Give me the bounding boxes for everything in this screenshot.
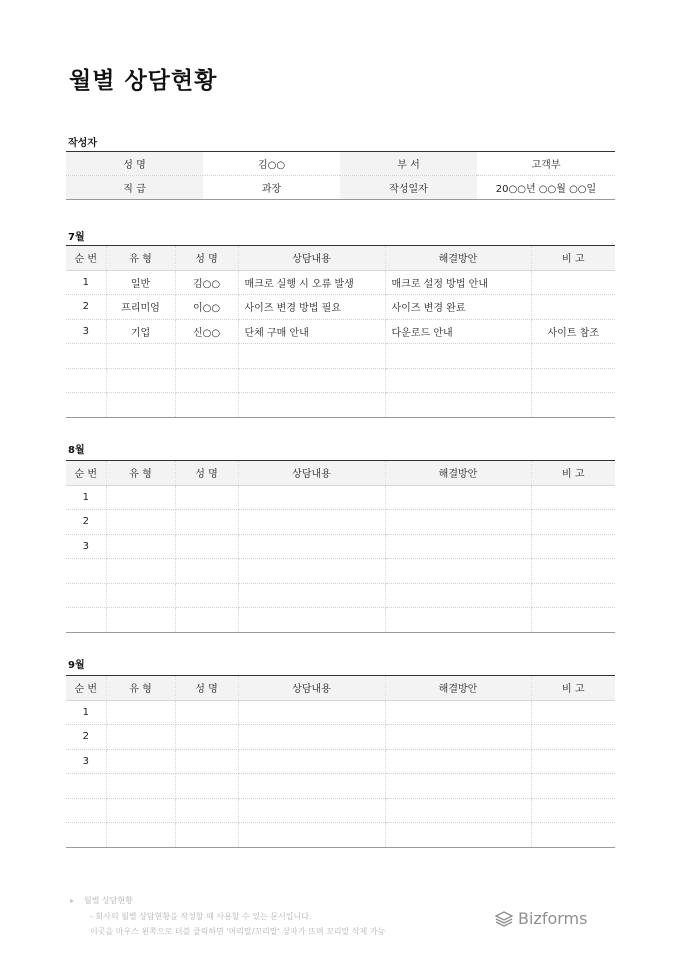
table-row <box>66 608 615 633</box>
name-label: 성 명 <box>66 152 203 176</box>
cell-note <box>531 798 615 823</box>
cell-content <box>238 608 385 633</box>
table-row <box>66 774 615 799</box>
cell-name <box>175 774 238 799</box>
header-solution: 해결방안 <box>385 461 531 486</box>
table-row <box>66 559 615 584</box>
cell-type <box>106 608 175 633</box>
cell-note <box>531 583 615 608</box>
cell-note <box>531 700 615 725</box>
footer-description: - 회사의 월별 상담현황을 작성할 때 사용할 수 있는 문서입니다. <box>90 911 312 921</box>
cell-seq <box>66 823 106 848</box>
month-label: 8월 <box>68 445 85 456</box>
footer-note <box>70 893 385 940</box>
header-name: 성 명 <box>175 246 238 271</box>
table-row <box>66 393 615 418</box>
cell-name <box>175 798 238 823</box>
header-name: 성 명 <box>175 461 238 486</box>
cell-solution <box>385 608 531 633</box>
cell-type <box>106 485 175 510</box>
cell-type: 프리미엄 <box>106 295 175 320</box>
cell-type <box>106 774 175 799</box>
cell-solution: 매크로 설정 방법 안내 <box>385 270 531 295</box>
cell-content <box>238 700 385 725</box>
cell-solution <box>385 774 531 799</box>
footer-title: 월별 상담현황 <box>84 896 133 905</box>
cell-name <box>175 700 238 725</box>
cell-note <box>531 510 615 535</box>
date-label: 작성일자 <box>340 176 477 200</box>
table-row <box>66 368 615 393</box>
cell-seq <box>66 774 106 799</box>
cell-name <box>175 368 238 393</box>
cell-seq: 1 <box>66 700 106 725</box>
cell-solution <box>385 510 531 535</box>
author-section-label: 작성자 <box>68 138 97 149</box>
bizforms-logo <box>495 909 587 928</box>
cell-content <box>238 749 385 774</box>
cell-seq: 2 <box>66 295 106 320</box>
month-label: 7월 <box>68 232 85 243</box>
cell-seq: 3 <box>66 534 106 559</box>
cell-note: 사이트 참조 <box>531 319 615 344</box>
cell-solution <box>385 583 531 608</box>
cell-solution <box>385 798 531 823</box>
author-table <box>66 151 615 200</box>
cell-name: 이○○ <box>175 295 238 320</box>
header-solution: 해결방안 <box>385 246 531 271</box>
cell-seq: 3 <box>66 749 106 774</box>
header-type: 유 형 <box>106 676 175 701</box>
table-row <box>66 823 615 848</box>
cell-content <box>238 510 385 535</box>
cell-content: 단체 구매 안내 <box>238 319 385 344</box>
cell-solution <box>385 534 531 559</box>
cell-note <box>531 270 615 295</box>
cell-content: 사이즈 변경 방법 필요 <box>238 295 385 320</box>
cell-name <box>175 583 238 608</box>
footer-hint: 이곳을 마우스 왼쪽으로 더블 클릭하면 '머리말/꼬리말' 상자가 뜨며 꼬리말 삭제 가능 <box>90 927 386 936</box>
cell-content <box>238 725 385 750</box>
cell-name: 김○○ <box>175 270 238 295</box>
name-value: 김○○ <box>203 152 340 176</box>
cell-name <box>175 749 238 774</box>
cell-seq <box>66 393 106 418</box>
cell-note <box>531 823 615 848</box>
cell-content <box>238 534 385 559</box>
cell-content <box>238 583 385 608</box>
cell-content <box>238 485 385 510</box>
cell-content <box>238 368 385 393</box>
cell-seq <box>66 608 106 633</box>
logo-text: Bizforms <box>518 909 588 928</box>
document-title: 월별 상담현황 <box>69 68 218 94</box>
cell-type <box>106 749 175 774</box>
layers-icon <box>495 911 513 927</box>
table-row <box>66 485 615 510</box>
cell-content <box>238 798 385 823</box>
cell-note <box>531 774 615 799</box>
cell-type <box>106 559 175 584</box>
header-type: 유 형 <box>106 461 175 486</box>
position-value: 과장 <box>203 176 340 200</box>
cell-type <box>106 393 175 418</box>
header-note: 비 고 <box>531 461 615 486</box>
cell-solution <box>385 823 531 848</box>
cell-note <box>531 295 615 320</box>
cell-name <box>175 485 238 510</box>
cell-solution <box>385 725 531 750</box>
cell-name: 신○○ <box>175 319 238 344</box>
table-row <box>66 295 615 320</box>
header-type: 유 형 <box>106 246 175 271</box>
table-row <box>66 583 615 608</box>
header-content: 상담내용 <box>238 676 385 701</box>
cell-content <box>238 823 385 848</box>
cell-seq: 1 <box>66 485 106 510</box>
cell-seq <box>66 583 106 608</box>
cell-type <box>106 368 175 393</box>
cell-solution <box>385 393 531 418</box>
header-seq: 순 번 <box>66 676 106 701</box>
header-seq: 순 번 <box>66 461 106 486</box>
cell-type <box>106 823 175 848</box>
table-row <box>66 270 615 295</box>
department-value: 고객부 <box>477 152 615 176</box>
cell-name <box>175 608 238 633</box>
header-solution: 해결방안 <box>385 676 531 701</box>
cell-note <box>531 608 615 633</box>
table-row <box>66 798 615 823</box>
month-label: 9월 <box>68 660 85 671</box>
position-label: 직 급 <box>66 176 203 200</box>
cell-note <box>531 559 615 584</box>
cell-solution <box>385 749 531 774</box>
cell-type <box>106 583 175 608</box>
cell-type <box>106 344 175 369</box>
cell-name <box>175 534 238 559</box>
header-note: 비 고 <box>531 246 615 271</box>
cell-name <box>175 823 238 848</box>
header-note: 비 고 <box>531 676 615 701</box>
table-row <box>66 534 615 559</box>
table-row <box>66 319 615 344</box>
cell-solution <box>385 368 531 393</box>
cell-name <box>175 559 238 584</box>
cell-content <box>238 774 385 799</box>
date-value: 20○○년 ○○월 ○○일 <box>477 176 615 200</box>
cell-note <box>531 393 615 418</box>
consultation-table <box>66 460 615 633</box>
table-row <box>66 725 615 750</box>
table-row <box>66 344 615 369</box>
cell-name <box>175 344 238 369</box>
cell-note <box>531 534 615 559</box>
author-row <box>66 176 615 200</box>
cell-name <box>175 725 238 750</box>
cell-content: 매크로 실행 시 오류 발생 <box>238 270 385 295</box>
cell-seq: 2 <box>66 510 106 535</box>
cell-type: 기업 <box>106 319 175 344</box>
cell-seq <box>66 798 106 823</box>
cell-content <box>238 559 385 584</box>
cell-solution <box>385 559 531 584</box>
cell-note <box>531 485 615 510</box>
cell-seq <box>66 559 106 584</box>
cell-name <box>175 510 238 535</box>
cell-seq: 2 <box>66 725 106 750</box>
cell-type <box>106 534 175 559</box>
cell-type: 일반 <box>106 270 175 295</box>
department-label: 부 서 <box>340 152 477 176</box>
cell-solution <box>385 344 531 369</box>
header-name: 성 명 <box>175 676 238 701</box>
cell-solution: 다운로드 안내 <box>385 319 531 344</box>
table-row <box>66 749 615 774</box>
cell-name <box>175 393 238 418</box>
cell-seq: 1 <box>66 270 106 295</box>
cell-note <box>531 344 615 369</box>
header-seq: 순 번 <box>66 246 106 271</box>
cell-solution <box>385 485 531 510</box>
cell-seq <box>66 368 106 393</box>
author-row <box>66 152 615 176</box>
cell-seq: 3 <box>66 319 106 344</box>
table-row <box>66 510 615 535</box>
cell-note <box>531 725 615 750</box>
cell-content <box>238 393 385 418</box>
bullet-icon: ▸ <box>70 896 75 905</box>
cell-note <box>531 368 615 393</box>
table-row <box>66 700 615 725</box>
cell-type <box>106 510 175 535</box>
cell-type <box>106 700 175 725</box>
header-content: 상담내용 <box>238 461 385 486</box>
cell-note <box>531 749 615 774</box>
cell-content <box>238 344 385 369</box>
cell-solution <box>385 700 531 725</box>
cell-solution: 사이즈 변경 완료 <box>385 295 531 320</box>
cell-type <box>106 798 175 823</box>
cell-type <box>106 725 175 750</box>
consultation-table <box>66 245 615 418</box>
header-content: 상담내용 <box>238 246 385 271</box>
consultation-table <box>66 675 615 848</box>
cell-seq <box>66 344 106 369</box>
